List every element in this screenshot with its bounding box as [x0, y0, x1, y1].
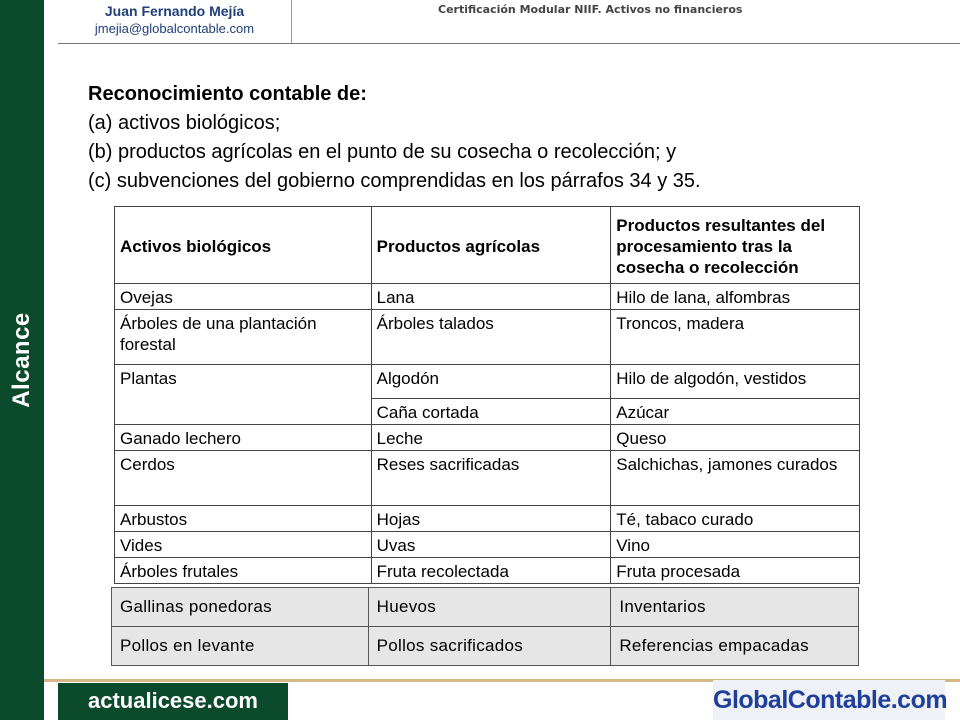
course-title: Certificación Modular NIIF. Activos no financieros: [438, 3, 743, 16]
table-cell: Ovejas: [115, 284, 372, 310]
table-cell: Arbustos: [115, 506, 372, 532]
author-box: [58, 0, 292, 44]
actualicese-logo: actualicese.com: [58, 683, 288, 720]
table-cell: Gallinas ponedoras: [112, 588, 369, 627]
table-cell: Leche: [371, 425, 611, 451]
table-cell: Inventarios: [611, 588, 859, 627]
table-cell: Queso: [611, 425, 860, 451]
table-cell: Té, tabaco curado: [611, 506, 860, 532]
table-header-cell: Productos agrícolas: [371, 207, 611, 284]
table-header-cell: Productos resultantes del procesamiento tras la cosecha o recolección: [611, 207, 860, 284]
header-divider: [58, 43, 960, 44]
table-row: [115, 425, 860, 451]
table-cell: Fruta procesada: [611, 558, 860, 584]
table-cell: Pollos en levante: [112, 627, 369, 666]
table-cell: Vino: [611, 532, 860, 558]
table-row: [115, 506, 860, 532]
table-row: [112, 627, 859, 666]
table-cell: Fruta recolectada: [371, 558, 611, 584]
intro-text: [88, 80, 948, 196]
table-cell: Reses sacrificadas: [371, 451, 611, 506]
table-cell: Hilo de algodón, vestidos: [611, 365, 860, 399]
additional-examples-table: [111, 587, 859, 666]
table-cell: Ganado lechero: [115, 425, 372, 451]
table-cell: Vides: [115, 532, 372, 558]
table-header-cell: Activos biológicos: [115, 207, 372, 284]
table-cell: Algodón: [371, 365, 611, 399]
author-name: Juan Fernando Mejía: [104, 3, 245, 19]
table-cell: Uvas: [371, 532, 611, 558]
table-cell: Árboles talados: [371, 310, 611, 365]
table-cell: Plantas: [115, 365, 372, 425]
slide-section-title: Alcance: [8, 312, 35, 408]
table-row: [115, 365, 860, 399]
table-cell: Pollos sacrificados: [368, 627, 611, 666]
table-cell: Árboles de una plantación forestal: [115, 310, 372, 365]
intro-item-c: (c) subvenciones del gobierno comprendidas en los párrafos 34 y 35.: [88, 170, 701, 192]
intro-item-b: (b) productos agrícolas en el punto de su cosecha o recolección; y: [88, 141, 677, 163]
table-row: [112, 588, 859, 627]
table-cell: Azúcar: [611, 399, 860, 425]
table-cell: Hilo de lana, alfombras: [611, 284, 860, 310]
globalcontable-logo: GlobalContable.com: [713, 680, 945, 720]
table-cell: Árboles frutales: [115, 558, 372, 584]
table-cell: Caña cortada: [371, 399, 611, 425]
table-cell: Lana: [371, 284, 611, 310]
table-row: [115, 532, 860, 558]
side-bar: [0, 0, 44, 720]
table-cell: Huevos: [368, 588, 611, 627]
author-email: jmejia@globalcontable.com: [94, 21, 255, 36]
table-row: [115, 284, 860, 310]
table-header-row: [115, 207, 860, 284]
table-row: [115, 558, 860, 584]
table-row: [115, 451, 860, 506]
table-cell: Troncos, madera: [611, 310, 860, 365]
intro-heading: Reconocimiento contable de:: [88, 83, 367, 105]
intro-item-a: (a) activos biológicos;: [88, 112, 281, 134]
table-row: [115, 310, 860, 365]
table-cell: Hojas: [371, 506, 611, 532]
table-cell: Referencias empacadas: [611, 627, 859, 666]
table-cell: Salchichas, jamones curados: [611, 451, 860, 506]
table-cell: Cerdos: [115, 451, 372, 506]
scope-table: [114, 206, 860, 584]
